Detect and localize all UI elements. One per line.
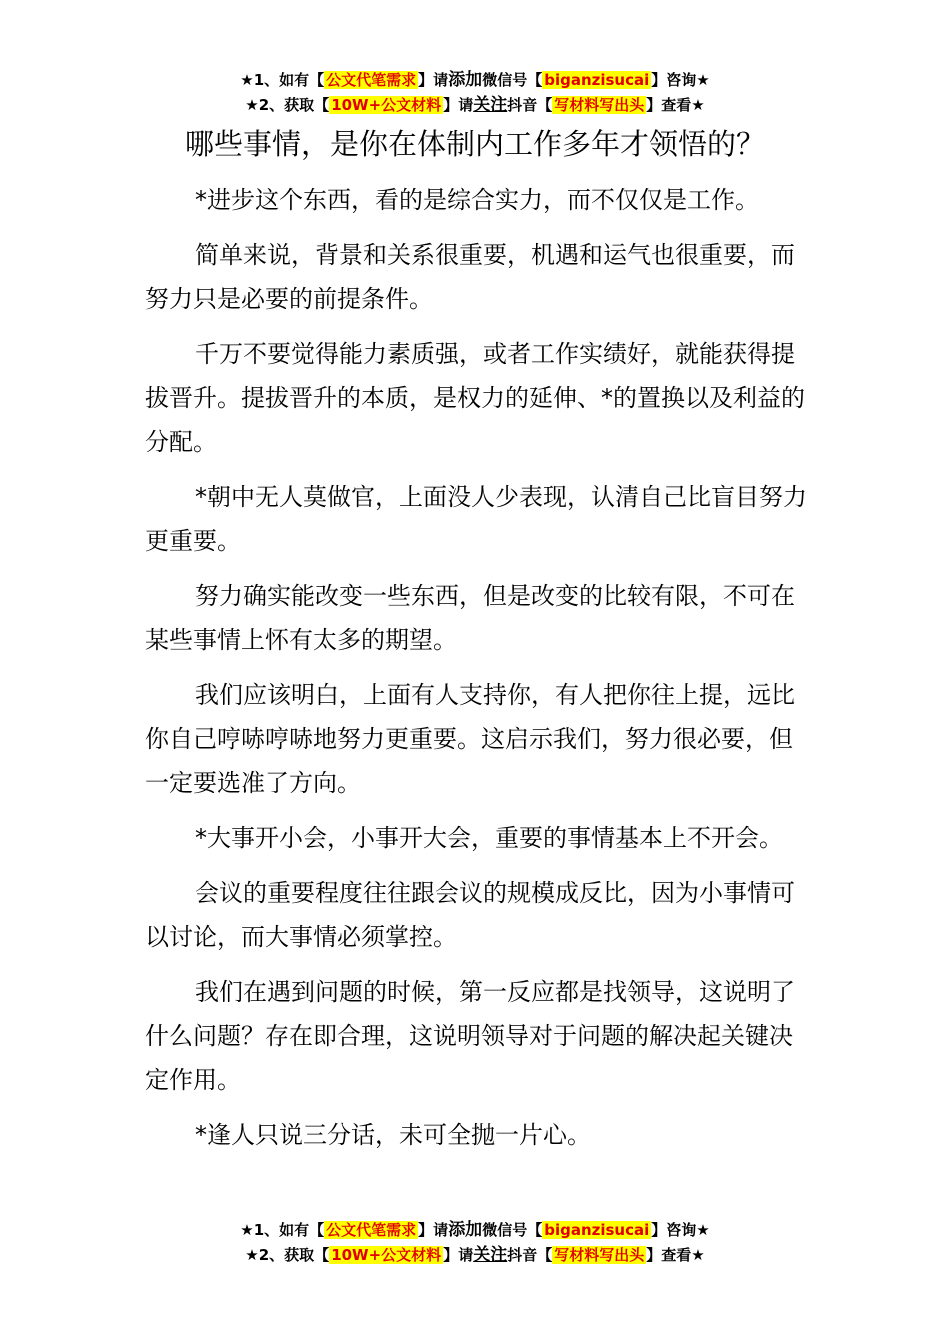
banner-text: 】请 (443, 1246, 474, 1264)
paragraph: 努力确实能改变一些东西，但是改变的比较有限，不可在某些事情上怀有太多的期望。 (145, 582, 795, 654)
banner-emphasis: 添加 (448, 70, 483, 90)
banner-text: 】请 (443, 96, 474, 114)
banner-text: 】请 (418, 1221, 449, 1239)
paragraph: 我们应该明白，上面有人支持你，有人把你往上提，远比你自己哼哧哼哧地努力更重要。这启示我们，努力很必要，但一定要选准了方向。 (145, 681, 795, 797)
banner-text: 微信号【 (482, 1221, 543, 1239)
banner-text: ★1、如有【 (240, 1221, 325, 1239)
banner-text: 】查看★ (646, 1246, 705, 1264)
banner-text: 】查看★ (646, 96, 705, 114)
highlight-materials: 10W+公文材料 (331, 96, 442, 114)
banner-emphasis: 关注 (473, 95, 508, 115)
banner-text: 抖音【 (507, 1246, 553, 1264)
highlight-douyin: 写材料写出头 (554, 1246, 645, 1264)
highlight-ghostwriting: 公文代笔需求 (326, 71, 417, 89)
paragraph: 我们在遇到问题的时候，第一反应都是找领导，这说明了什么问题？存在即合理，这说明领导对于问题的解决起关键决定作用。 (145, 978, 795, 1094)
banner-emphasis: 关注 (473, 1245, 508, 1265)
banner-text: 】咨询★ (651, 71, 710, 89)
banner-text: ★1、如有【 (240, 71, 325, 89)
paragraph: 简单来说，背景和关系很重要，机遇和运气也很重要，而努力只是必要的前提条件。 (145, 241, 795, 313)
footer-banner (0, 1218, 950, 1268)
banner-text: 抖音【 (507, 96, 553, 114)
footer-line-2 (0, 1243, 950, 1268)
banner-text: 微信号【 (482, 71, 543, 89)
banner-text: ★2、获取【 (245, 1246, 330, 1264)
header-banner (0, 68, 950, 118)
paragraph: *朝中无人莫做官，上面没人少表现，认清自己比盲目努力更重要。 (145, 483, 807, 555)
banner-text: 】请 (418, 71, 449, 89)
highlight-douyin: 写材料写出头 (554, 96, 645, 114)
document-title: 哪些事情，是你在体制内工作多年才领悟的？ (184, 127, 765, 161)
paragraph: *进步这个东西，看的是综合实力，而不仅仅是工作。 (195, 186, 759, 214)
footer-line-1 (0, 1218, 950, 1243)
banner-text: ★2、获取【 (245, 96, 330, 114)
highlight-materials: 10W+公文材料 (331, 1246, 442, 1264)
banner-text: 】咨询★ (651, 1221, 710, 1239)
highlight-wechat-id: biganzisucai (544, 71, 650, 89)
highlight-wechat-id: biganzisucai (544, 1221, 650, 1239)
paragraph: 会议的重要程度往往跟会议的规模成反比，因为小事情可以讨论，而大事情必须掌控。 (145, 879, 795, 951)
paragraph: *逢人只说三分话，未可全抛一片心。 (195, 1121, 591, 1149)
paragraph: 千万不要觉得能力素质强，或者工作实绩好，就能获得提拔晋升。提拔晋升的本质，是权力的延伸、*的置换以及利益的分配。 (145, 340, 805, 456)
paragraph: *大事开小会，小事开大会，重要的事情基本上不开会。 (195, 824, 783, 852)
highlight-ghostwriting: 公文代笔需求 (326, 1221, 417, 1239)
document-body (145, 178, 809, 1168)
banner-emphasis: 添加 (448, 1220, 483, 1240)
header-line-1 (0, 68, 950, 93)
header-line-2 (0, 93, 950, 118)
